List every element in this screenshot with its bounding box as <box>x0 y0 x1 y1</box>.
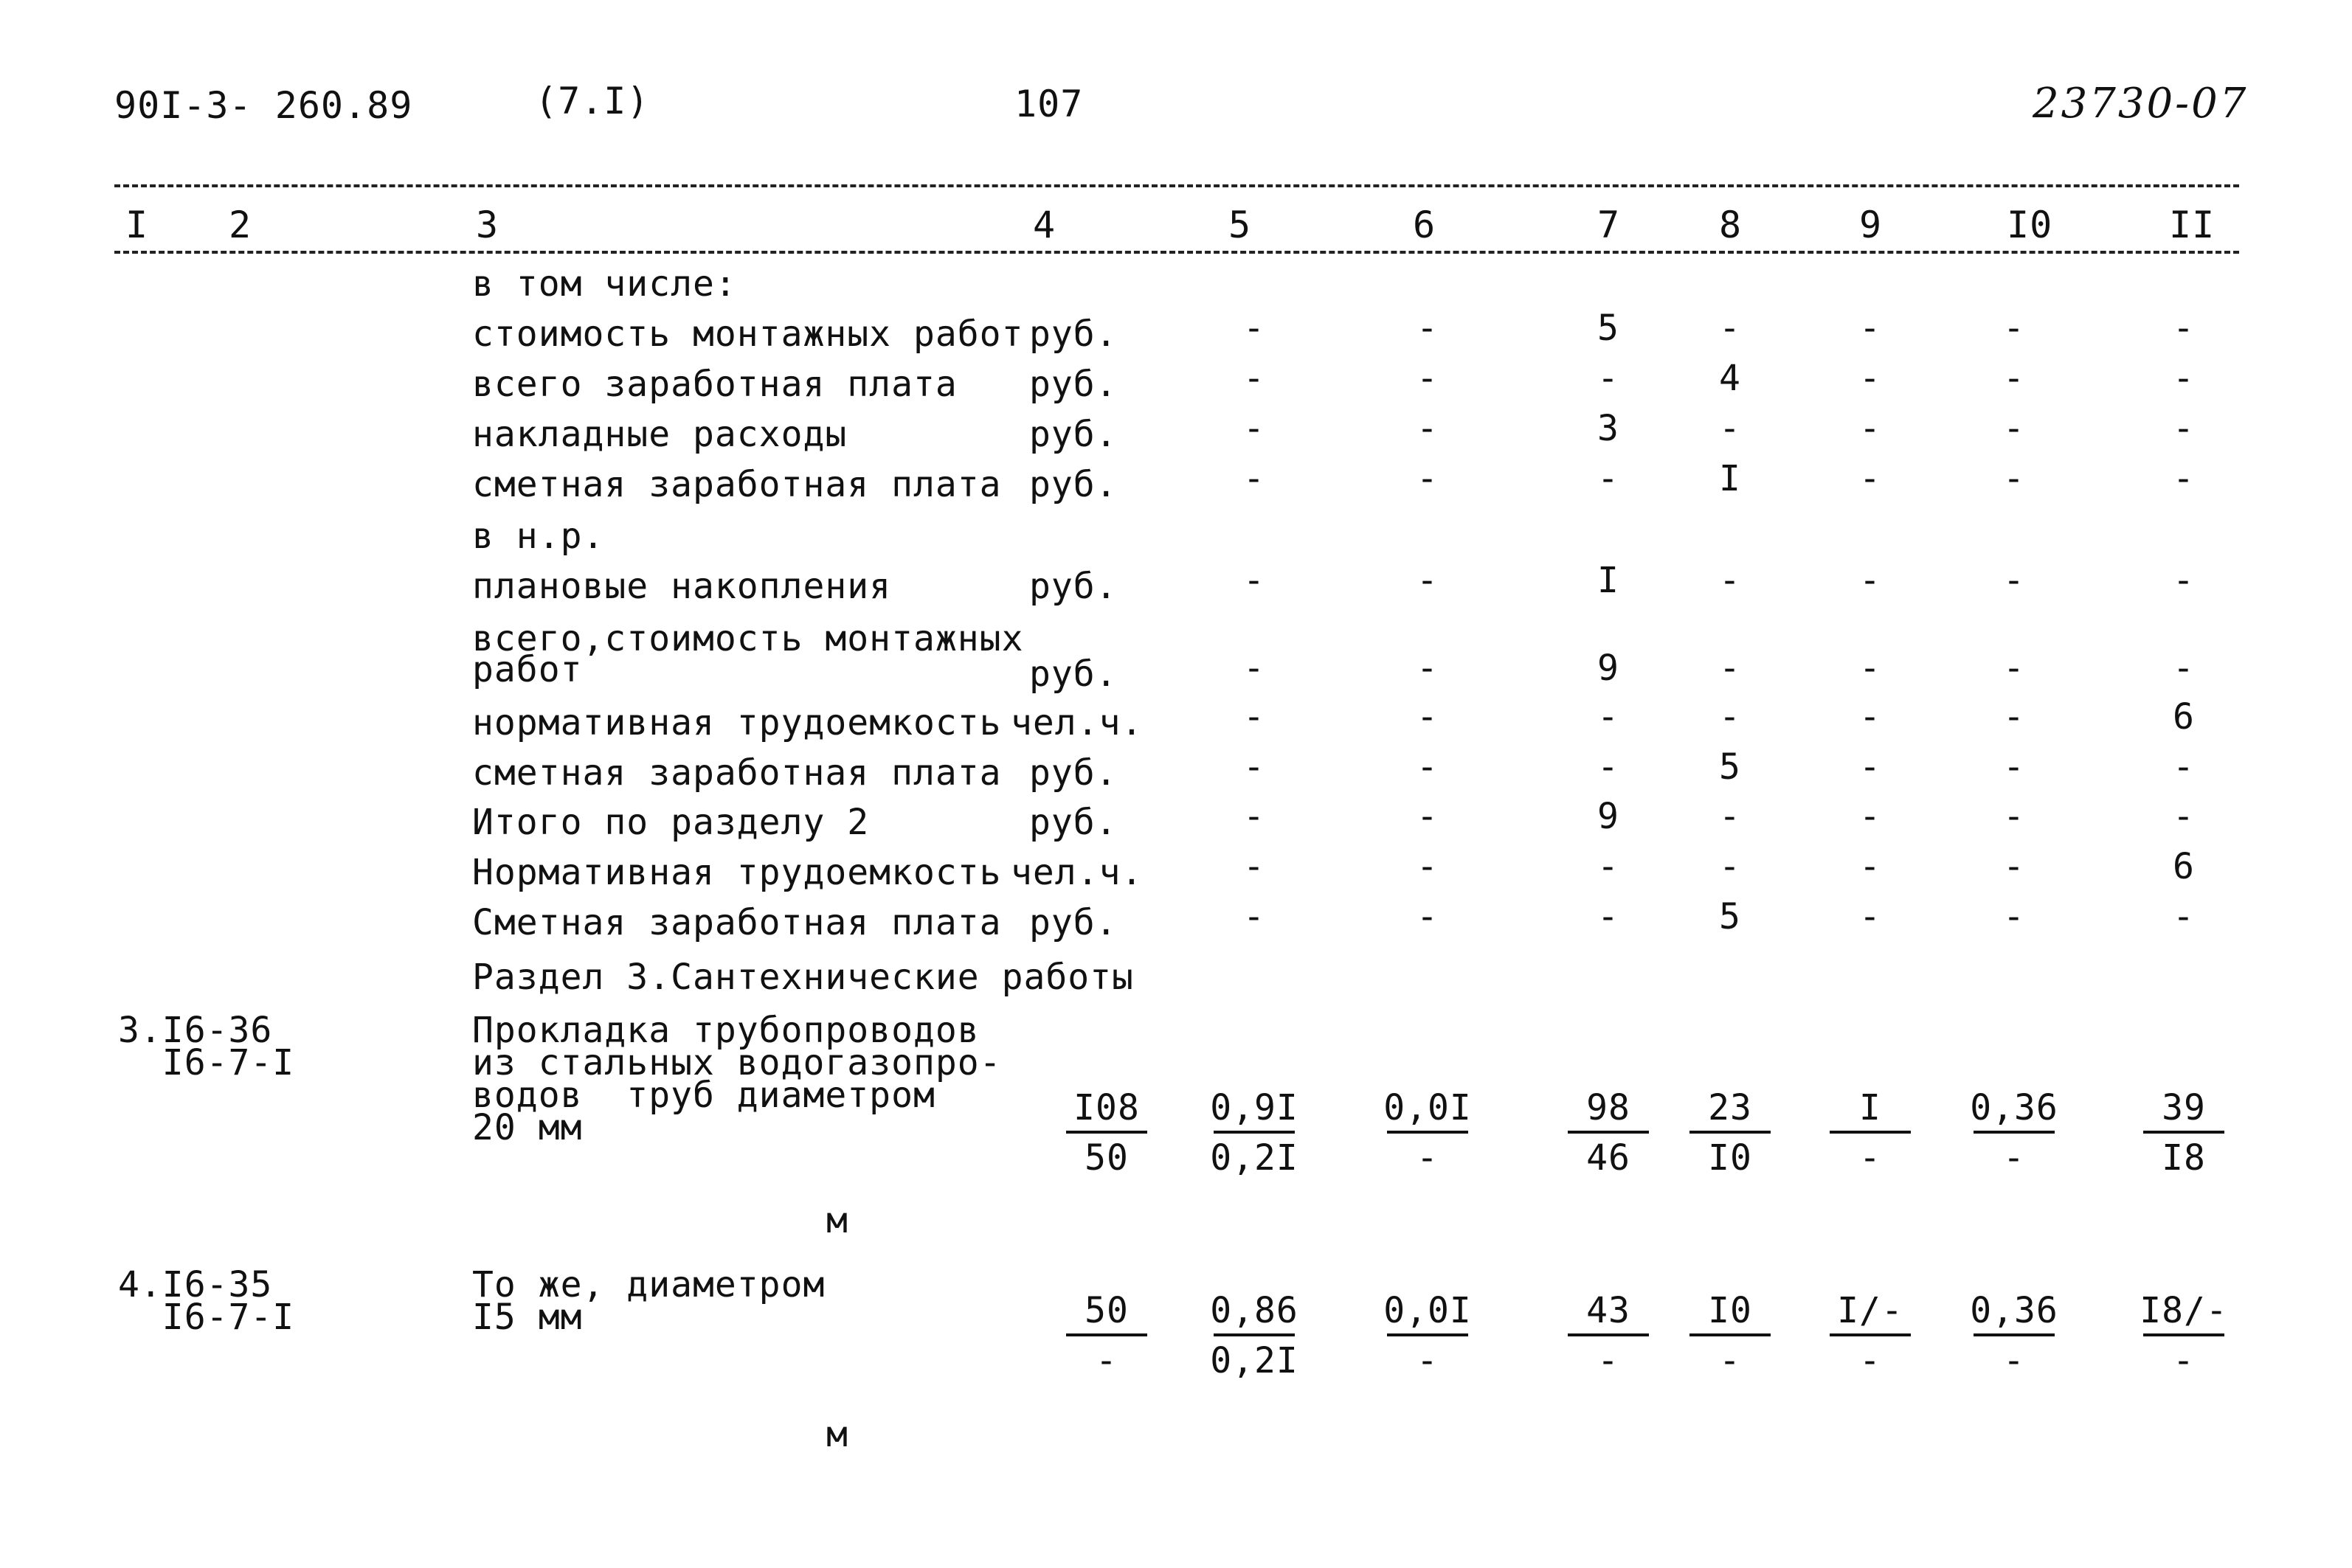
row-value-col-5: - <box>1243 308 1265 349</box>
row-value-col-11: 6 <box>2173 696 2195 738</box>
column-number-3: 3 <box>476 204 499 246</box>
item-value-bottom-col-8: I0 <box>1708 1137 1752 1179</box>
row-value-col-11: - <box>2173 796 2195 837</box>
item-value-bottom-col-9: - <box>1859 1137 1881 1179</box>
row-value-col-6: - <box>1417 796 1439 837</box>
fraction-line <box>1830 1131 1911 1134</box>
row-value-col-8: - <box>1719 408 1741 449</box>
fraction-line <box>1974 1333 2055 1336</box>
item-code: 4.I6-35 I6-7-I <box>118 1264 295 1338</box>
row-label: в том числе: <box>472 263 737 305</box>
row-value-col-6: - <box>1417 746 1439 788</box>
row-value-col-9: - <box>1859 896 1881 937</box>
row-value-col-8: 4 <box>1719 358 1741 399</box>
row-unit: руб. <box>1029 364 1118 405</box>
row-value-col-7: - <box>1597 846 1619 887</box>
row-value-col-6: - <box>1417 896 1439 937</box>
item-value-top-col-7: 98 <box>1586 1087 1630 1128</box>
row-value-col-9: - <box>1859 648 1881 689</box>
row-value-col-5: - <box>1243 560 1265 601</box>
item-value-bottom-col-9: - <box>1859 1340 1881 1381</box>
fraction-line <box>1387 1131 1468 1134</box>
row-label: в н.р. <box>472 516 605 557</box>
row-value-col-8: - <box>1719 696 1741 738</box>
row-value-col-5: - <box>1243 648 1265 689</box>
row-unit: чел.ч. <box>1011 702 1144 743</box>
fraction-line <box>1066 1131 1147 1134</box>
row-label: стоимость монтажных работ <box>472 313 1024 355</box>
row-value-col-7: I <box>1597 560 1619 601</box>
row-value-col-8: - <box>1719 560 1741 601</box>
row-label: сметная заработная плата <box>472 752 1002 794</box>
item-value-bottom-col-5: 0,2I <box>1210 1340 1298 1381</box>
row-value-col-9: - <box>1859 308 1881 349</box>
row-label: Итого по разделу 2 <box>472 802 870 843</box>
item-code: 3.I6-36 I6-7-I <box>118 1010 295 1083</box>
row-value-col-8: - <box>1719 648 1741 689</box>
item-value-top-col-6: 0,0I <box>1383 1087 1472 1128</box>
fraction-line <box>1568 1333 1649 1336</box>
row-value-col-6: - <box>1417 846 1439 887</box>
fraction-line <box>2143 1333 2224 1336</box>
fraction-line <box>1830 1333 1911 1336</box>
row-value-col-7: - <box>1597 358 1619 399</box>
row-value-col-6: - <box>1417 308 1439 349</box>
section-title: Раздел 3.Сантехнические работы <box>472 957 1134 998</box>
row-value-col-9: - <box>1859 846 1881 887</box>
row-value-col-5: - <box>1243 358 1265 399</box>
row-label: нормативная трудоемкость <box>472 702 1002 743</box>
row-label: сметная заработная плата <box>472 464 1002 505</box>
row-value-col-9: - <box>1859 458 1881 499</box>
item-value-top-col-9: I/- <box>1837 1290 1903 1331</box>
item-unit: м <box>826 1200 848 1241</box>
item-value-bottom-col-7: - <box>1597 1340 1619 1381</box>
column-number-6: 6 <box>1413 204 1436 246</box>
row-value-col-8: I <box>1719 458 1741 499</box>
row-value-col-8: 5 <box>1719 746 1741 788</box>
row-value-col-9: - <box>1859 746 1881 788</box>
row-unit: руб. <box>1029 752 1118 794</box>
row-value-col-9: - <box>1859 696 1881 738</box>
column-number-2: 2 <box>229 204 252 246</box>
fraction-line <box>1689 1131 1771 1134</box>
row-value-col-8: - <box>1719 308 1741 349</box>
row-label: Сметная заработная плата <box>472 902 1002 943</box>
item-value-top-col-9: I <box>1859 1087 1881 1128</box>
column-number-11: II <box>2169 204 2216 246</box>
row-label: всего,стоимость монтажных работ <box>472 618 1024 690</box>
row-value-col-9: - <box>1859 408 1881 449</box>
row-value-col-11: - <box>2173 408 2195 449</box>
top-rule <box>114 184 2239 187</box>
item-value-bottom-col-7: 46 <box>1586 1137 1630 1179</box>
column-number-7: 7 <box>1597 204 1621 246</box>
item-value-bottom-col-6: - <box>1417 1137 1439 1179</box>
row-value-col-10: - <box>2003 746 2025 788</box>
row-value-col-11: - <box>2173 358 2195 399</box>
fraction-line <box>1387 1333 1468 1336</box>
row-value-col-7: - <box>1597 458 1619 499</box>
row-value-col-10: - <box>2003 846 2025 887</box>
row-value-col-9: - <box>1859 560 1881 601</box>
item-value-bottom-col-5: 0,2I <box>1210 1137 1298 1179</box>
item-value-top-col-7: 43 <box>1586 1290 1630 1331</box>
item-value-top-col-10: 0,36 <box>1970 1087 2058 1128</box>
row-value-col-7: - <box>1597 696 1619 738</box>
header-rule <box>114 251 2239 254</box>
row-value-col-6: - <box>1417 648 1439 689</box>
row-label: накладные расходы <box>472 414 848 455</box>
fraction-line <box>1689 1333 1771 1336</box>
column-number-8: 8 <box>1719 204 1743 246</box>
row-value-col-5: - <box>1243 896 1265 937</box>
item-value-bottom-col-11: I8 <box>2162 1137 2206 1179</box>
column-number-5: 5 <box>1228 204 1252 246</box>
row-value-col-10: - <box>2003 458 2025 499</box>
item-value-bottom-col-8: - <box>1719 1340 1741 1381</box>
row-value-col-8: - <box>1719 846 1741 887</box>
fraction-line <box>2143 1131 2224 1134</box>
row-value-col-5: - <box>1243 458 1265 499</box>
handwritten-archive-number: 23730-07 <box>2033 80 2249 128</box>
row-value-col-11: - <box>2173 458 2195 499</box>
row-unit: руб. <box>1029 802 1118 843</box>
item-value-top-col-11: I8/- <box>2140 1290 2228 1331</box>
row-value-col-7: - <box>1597 896 1619 937</box>
column-number-4: 4 <box>1033 204 1056 246</box>
row-value-col-7: 5 <box>1597 308 1619 349</box>
row-value-col-5: - <box>1243 746 1265 788</box>
fraction-line <box>1568 1131 1649 1134</box>
row-unit: руб. <box>1029 653 1118 695</box>
column-number-1: I <box>125 204 149 246</box>
item-value-top-col-4: 50 <box>1085 1290 1129 1331</box>
item-value-top-col-11: 39 <box>2162 1087 2206 1128</box>
row-value-col-10: - <box>2003 308 2025 349</box>
fraction-line <box>1974 1131 2055 1134</box>
row-value-col-7: 9 <box>1597 796 1619 837</box>
page-number: 107 <box>1014 83 1084 125</box>
column-number-9: 9 <box>1859 204 1883 246</box>
row-label: плановые накопления <box>472 566 892 607</box>
item-value-bottom-col-11: - <box>2173 1340 2195 1381</box>
item-value-top-col-5: 0,86 <box>1210 1290 1298 1331</box>
row-value-col-7: 9 <box>1597 648 1619 689</box>
row-value-col-11: - <box>2173 308 2195 349</box>
row-value-col-11: - <box>2173 896 2195 937</box>
document-code: 90I-3- 260.89 <box>114 84 413 127</box>
row-unit: руб. <box>1029 464 1118 505</box>
fraction-line <box>1214 1333 1295 1336</box>
row-value-col-6: - <box>1417 560 1439 601</box>
item-value-bottom-col-10: - <box>2003 1137 2025 1179</box>
row-value-col-9: - <box>1859 358 1881 399</box>
row-value-col-10: - <box>2003 358 2025 399</box>
row-value-col-6: - <box>1417 696 1439 738</box>
item-value-top-col-8: 23 <box>1708 1087 1752 1128</box>
item-value-bottom-col-4: 50 <box>1085 1137 1129 1179</box>
row-label: всего заработная плата <box>472 364 958 405</box>
row-value-col-11: - <box>2173 746 2195 788</box>
row-unit: руб. <box>1029 902 1118 943</box>
row-unit: руб. <box>1029 313 1118 355</box>
column-number-10: I0 <box>2007 204 2053 246</box>
row-value-col-10: - <box>2003 696 2025 738</box>
item-value-bottom-col-4: - <box>1096 1340 1118 1381</box>
fraction-line <box>1066 1333 1147 1336</box>
row-value-col-5: - <box>1243 796 1265 837</box>
row-value-col-11: - <box>2173 560 2195 601</box>
row-value-col-7: 3 <box>1597 408 1619 449</box>
item-value-bottom-col-6: - <box>1417 1340 1439 1381</box>
row-value-col-11: 6 <box>2173 846 2195 887</box>
item-value-top-col-5: 0,9I <box>1210 1087 1298 1128</box>
row-value-col-10: - <box>2003 796 2025 837</box>
row-value-col-5: - <box>1243 696 1265 738</box>
item-value-bottom-col-10: - <box>2003 1340 2025 1381</box>
item-unit: м <box>826 1414 848 1455</box>
row-value-col-5: - <box>1243 846 1265 887</box>
row-value-col-8: - <box>1719 796 1741 837</box>
row-value-col-7: - <box>1597 746 1619 788</box>
row-value-col-8: 5 <box>1719 896 1741 937</box>
row-value-col-6: - <box>1417 358 1439 399</box>
item-value-top-col-4: I08 <box>1073 1087 1140 1128</box>
item-value-top-col-8: I0 <box>1708 1290 1752 1331</box>
row-value-col-6: - <box>1417 408 1439 449</box>
item-description: Прокладка трубопроводов из стальных водогазопро- водов труб диаметром 20 мм <box>472 1010 1002 1148</box>
row-value-col-10: - <box>2003 560 2025 601</box>
item-value-top-col-6: 0,0I <box>1383 1290 1472 1331</box>
row-value-col-11: - <box>2173 648 2195 689</box>
row-value-col-10: - <box>2003 408 2025 449</box>
row-unit: руб. <box>1029 566 1118 607</box>
row-value-col-5: - <box>1243 408 1265 449</box>
row-unit: руб. <box>1029 414 1118 455</box>
item-value-top-col-10: 0,36 <box>1970 1290 2058 1331</box>
row-unit: чел.ч. <box>1011 852 1144 893</box>
fraction-line <box>1214 1131 1295 1134</box>
row-value-col-10: - <box>2003 896 2025 937</box>
row-value-col-10: - <box>2003 648 2025 689</box>
row-value-col-9: - <box>1859 796 1881 837</box>
section-reference: (7.I) <box>535 80 650 122</box>
item-description: То же, диаметром I5 мм <box>472 1264 826 1338</box>
row-value-col-6: - <box>1417 458 1439 499</box>
row-label: Нормативная трудоемкость <box>472 852 1002 893</box>
